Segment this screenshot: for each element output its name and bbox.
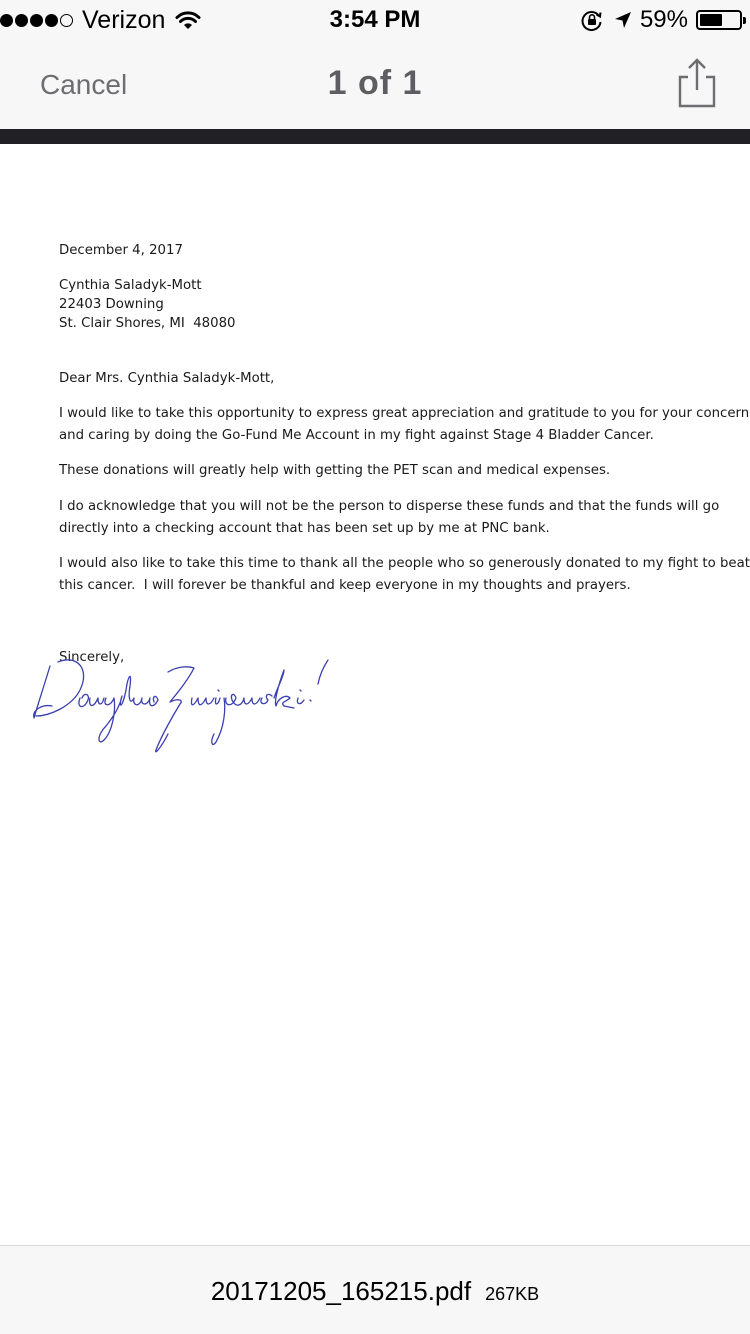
- file-info-bar: [0, 1245, 750, 1334]
- nav-bar: [0, 40, 750, 129]
- share-button[interactable]: [674, 57, 720, 109]
- signature-image: [28, 646, 348, 756]
- status-time: 3:54 PM: [329, 6, 421, 33]
- signal-icon: [0, 14, 75, 27]
- cancel-button[interactable]: Cancel: [40, 69, 128, 100]
- file-size: 267KB: [485, 1284, 540, 1304]
- paragraph-line: I would also like to take this time to thank all the people who so generously donated to my fight to beat: [59, 556, 750, 571]
- status-right: [580, 0, 742, 40]
- paragraph-line: directly into a checking account that has been set up by me at PNC bank.: [59, 521, 550, 536]
- toolbar-divider: [0, 129, 750, 144]
- share-icon: [674, 57, 720, 109]
- salutation: Dear Mrs. Cynthia Saladyk-Mott,: [59, 371, 275, 386]
- wifi-icon: [175, 10, 201, 30]
- paragraph-line: I do acknowledge that you will not be the person to disperse these funds and that the funds will go: [59, 499, 720, 514]
- pdf-page[interactable]: [0, 144, 750, 1245]
- recipient-street: 22403 Downing: [59, 297, 164, 312]
- recipient-city: St. Clair Shores, MI 48080: [59, 316, 236, 331]
- status-bar: [0, 0, 750, 40]
- closing: Sincerely,: [59, 650, 125, 665]
- orientation-lock-icon: [580, 8, 604, 32]
- carrier-name: Verizon: [82, 5, 166, 34]
- file-info: [0, 1276, 750, 1307]
- battery-icon: [696, 10, 742, 30]
- battery-fill: [700, 14, 722, 26]
- paragraph-line: I would like to take this opportunity to express great appreciation and gratitude to you for your concern: [59, 406, 750, 421]
- paragraph-line: These donations will greatly help with getting the PET scan and medical expenses.: [59, 463, 611, 478]
- status-left: [0, 0, 201, 40]
- paragraph-line: this cancer. I will forever be thankful and keep everyone in my thoughts and prayers.: [59, 578, 631, 593]
- page-counter: 1 of 1: [327, 64, 423, 102]
- file-name: 20171205_165215.pdf: [210, 1276, 472, 1306]
- location-icon: [612, 9, 634, 31]
- letter-date: December 4, 2017: [59, 243, 183, 258]
- battery-tip: [743, 17, 746, 24]
- recipient-name: Cynthia Saladyk-Mott: [59, 278, 202, 293]
- paragraph-line: and caring by doing the Go-Fund Me Account in my fight against Stage 4 Bladder Cancer.: [59, 428, 654, 443]
- battery-percent: 59%: [639, 6, 688, 33]
